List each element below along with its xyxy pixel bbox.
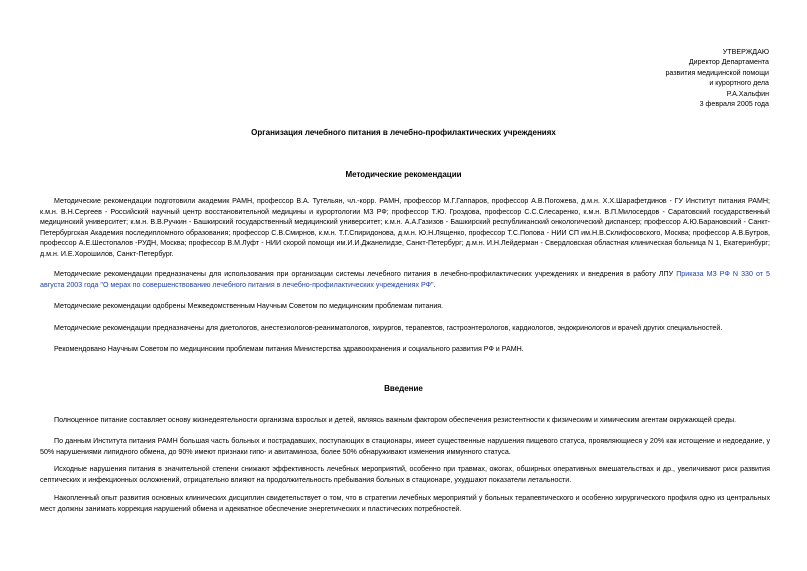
intro-paragraph-2: По данным Института питания РАМН большая часть больных и пострадавших, поступающих в стационары, имеет существенные нарушения пищевого статуса, проявляющиеся у 20% как истощение и недоедание, у 50% нарушениями липидного обмена, до 90% имеют признаки гипо- и авитаминоза, более 50% обнаруживают изменения иммунного статуса. xyxy=(40,437,770,456)
approved-paragraph: Методические рекомендации одобрены Межведомственным Научным Советом по медицинским проблемам питания. xyxy=(54,302,444,310)
order-link[interactable]: Приказа МЗ РФ N 330 от 5 августа 2003 года "О мерах по совершенствованию лечебного питания в лечебно-профилактических учреждениях РФ" xyxy=(40,270,770,289)
authors-paragraph: Методические рекомендации подготовили академик РАМН, профессор В.А. Тутельян, чл.-корр. РАМН, профессор М.Г.Гаппаров, профессор А.В.Погожева, д.м.н. Х.Х.Шарафетдинов - ГУ Институт питания РАМН; к.м.н. В.Н.Сергеев - Российский научный центр восстановительной медицины и курортологии МЗ РФ; профессор Т.Ю. Гроздова, профессор С.С.Слесаренко, к.м.н. В.П.Милосердов - Саратовский государственный медицинский университет; к.м.н. В.В.Ручкин - Башкирский государственный медицинский университет; к.м.н. А.А.Газизов - Башкирский республиканский онкологический диспансер; профессор А.Ю.Барановский - Санкт-Петербургская Академия последипломного образования; профессор С.В.Смирнов, к.м.н. Т.Г.Спиридонова, д.м.н. Ю.Н.Лященко, профессор Т.С.Попова - НИИ СП им.Н.В.Склифосовского, Москва; профессор А.В.Бутров, профессор А.Е.Шестопалов -РУДН, Москва; профессор В.М.Луфт - НИИ скорой помощи им.И.И.Джанелидзе, Санкт-Петербург; д.м.н. И.Н.Лейдерман - Свердловская областная клиническая больница N 1, Екатеринбург; д.м.н. И.Е.Хорошилов, Санкт-Петербург. xyxy=(40,197,770,258)
audience-paragraph: Методические рекомендации предназначены для диетологов, анестезиологов-реаниматологов, хирургов, терапевтов, гастроэнтерологов, кардиологов, эндокринологов и врачей других специальностей. xyxy=(54,324,723,332)
intro-paragraph-3: Исходные нарушения питания в значительной степени снижают эффективность лечебных мероприятий, особенно при травмах, ожогах, обширных оперативных вмешательствах и др., увеличивают риск развития септических и инфекционных осложнений, отрицательно влияют на продолжительность пребывания больных в стационаре, ухудшают показатели летальности. xyxy=(40,465,770,484)
document-title: Организация лечебного питания в лечебно-профилактических учреждениях xyxy=(251,128,556,137)
approval-position: Директор Департамента xyxy=(688,58,769,67)
intro-paragraph-4: Накопленный опыт развития основных клинических дисциплин свидетельствует о том, что в стратегии лечебных мероприятий у больных терапевтического и особенно хирургического профиля одно из центральных мест должны занимать коррекция нарушений обмена и адекватное обеспечение энергетических и пластических потребностей. xyxy=(40,494,770,513)
approval-department: развития медицинской помощи xyxy=(665,68,769,77)
purpose-paragraph xyxy=(40,269,770,291)
approval-heading: УТВЕРЖДАЮ xyxy=(722,48,769,56)
approval-signatory: Р.А.Хальфин xyxy=(726,89,769,98)
approval-block xyxy=(665,47,769,109)
recommended-paragraph: Рекомендовано Научным Советом по медицинским проблемам питания Министерства здравоохранения и социального развития РФ и РАМН. xyxy=(54,345,524,353)
section-title-guidelines: Методические рекомендации xyxy=(345,170,462,179)
purpose-end: . xyxy=(433,280,436,289)
approval-date: 3 февраля 2005 года xyxy=(699,100,769,109)
section-title-introduction: Введение xyxy=(384,384,423,393)
intro-paragraph-1: Полноценное питание составляет основу жизнедеятельности организма взрослых и детей, являясь важным фактором обеспечения резистентности к физическим и химическим агентам окружающей среды. xyxy=(54,416,737,424)
purpose-text: Методические рекомендации предназначены для использования при организации системы лечебного питания в лечебно-профилактических учреждениях и внедрения в работу ЛПУ xyxy=(54,270,677,278)
approval-department-cont: и курортного дела xyxy=(709,79,769,88)
